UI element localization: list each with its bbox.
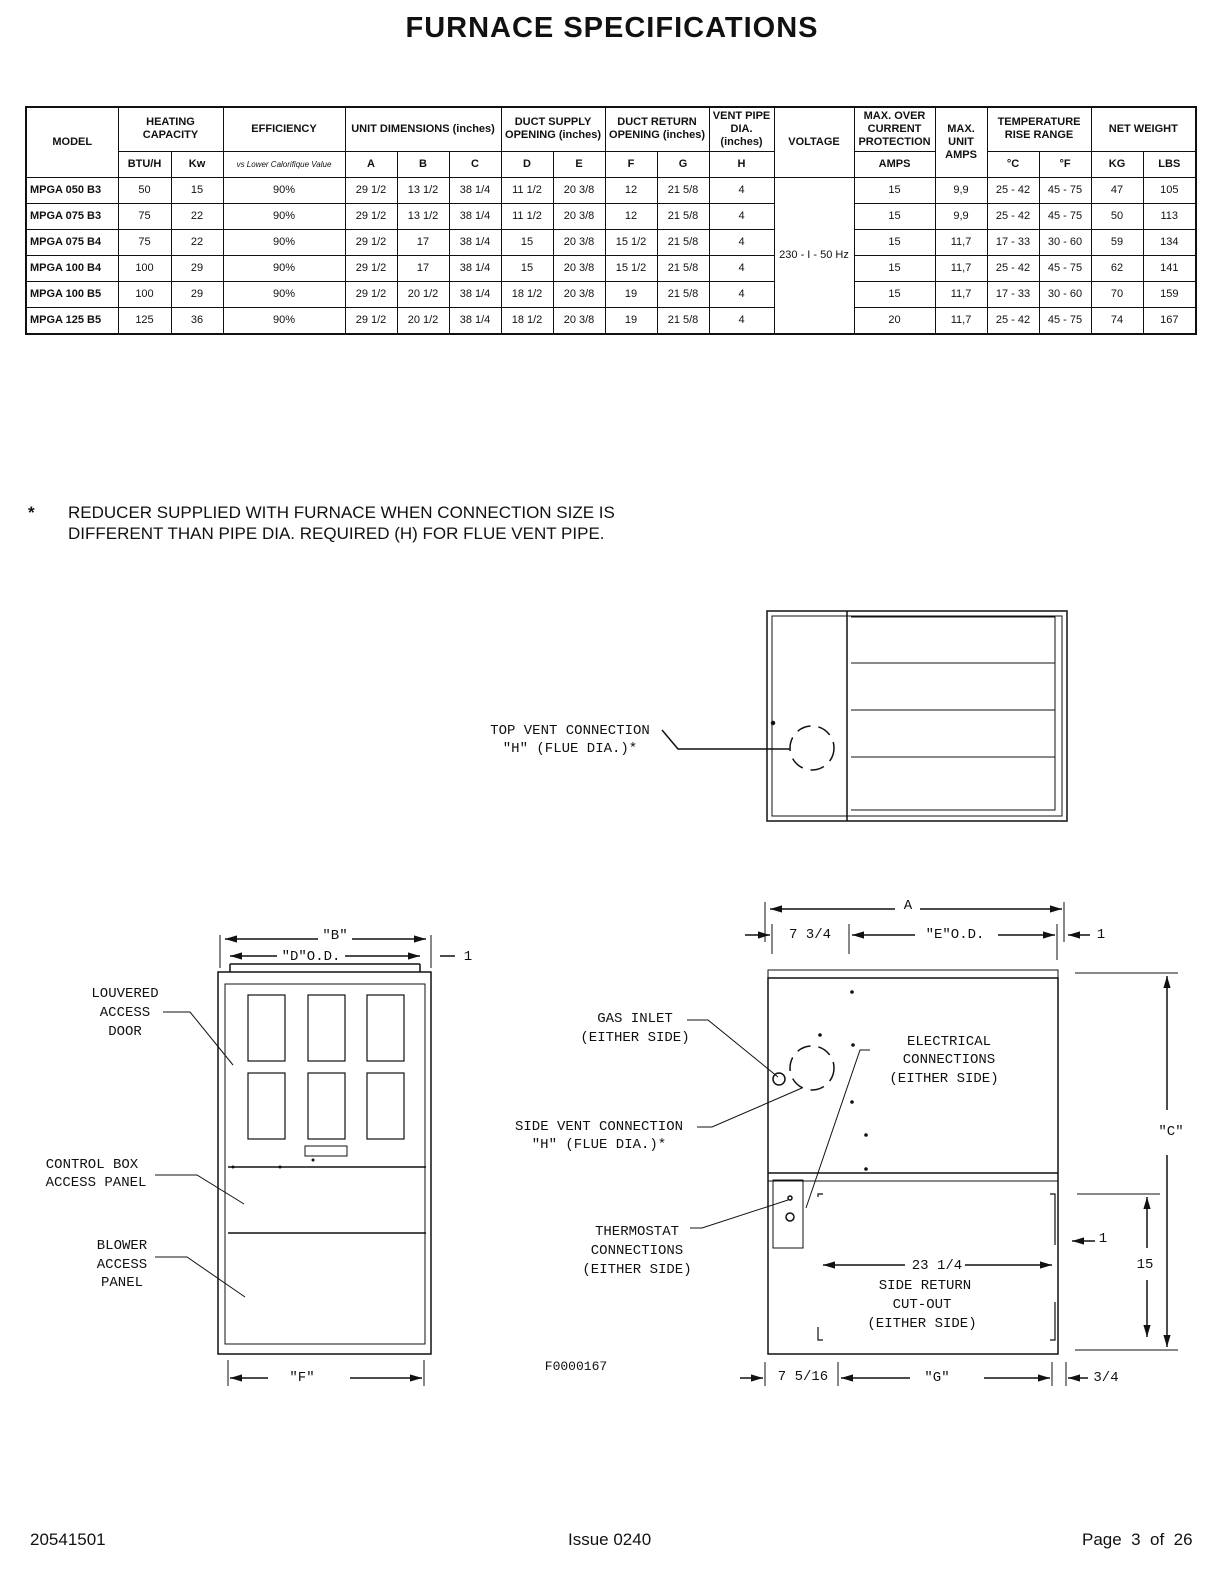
header-vent-pipe: VENT PIPE DIA. (inches)	[709, 107, 774, 151]
label-blower-1: BLOWER	[96, 1238, 148, 1254]
cell-b: 13 1/2	[397, 203, 449, 229]
cell-model: MPGA 050 B3	[26, 177, 118, 203]
subheader-f: F	[605, 151, 657, 177]
subheader-c: C	[449, 151, 501, 177]
issue-number: Issue 0240	[568, 1530, 652, 1549]
label-gas-2: (EITHER SIDE)	[580, 1030, 690, 1046]
cell-d: 11 1/2	[501, 203, 553, 229]
cell-kw: 22	[171, 229, 223, 255]
dim-7-5-16: 7 5/16	[777, 1369, 829, 1385]
dim-e: "E"O.D.	[925, 927, 985, 943]
cell-g: 21 5/8	[657, 307, 709, 334]
subheader-b: B	[397, 151, 449, 177]
label-gas-1: GAS INLET	[597, 1011, 673, 1027]
header-net-weight: NET WEIGHT	[1091, 107, 1196, 151]
label-blower-2: ACCESS	[96, 1257, 148, 1273]
subheader-btuh: BTU/H	[118, 151, 171, 177]
cell-f: 12	[605, 177, 657, 203]
cell-a: 29 1/2	[345, 307, 397, 334]
dim-c: "C"	[1158, 1124, 1184, 1140]
cell-b: 20 1/2	[397, 281, 449, 307]
dim-b: "B"	[322, 928, 348, 944]
cell-kg: 62	[1091, 255, 1143, 281]
cell-kg: 59	[1091, 229, 1143, 255]
cell-c: 38 1/4	[449, 255, 501, 281]
cell-kg: 50	[1091, 203, 1143, 229]
cell-btuh: 100	[118, 255, 171, 281]
cell-temp-c: 25 - 42	[987, 255, 1039, 281]
cell-lbs: 141	[1143, 255, 1196, 281]
header-max-unit-amps: MAX. UNIT AMPS	[935, 107, 987, 177]
cell-g: 21 5/8	[657, 177, 709, 203]
label-return-1: SIDE RETURN	[878, 1278, 972, 1294]
label-louvered-2: ACCESS	[99, 1005, 151, 1021]
cell-unit-amps: 11,7	[935, 229, 987, 255]
cell-temp-f: 45 - 75	[1039, 203, 1091, 229]
page-number: Page 3 of 26	[1082, 1530, 1193, 1549]
cell-lbs: 167	[1143, 307, 1196, 334]
cell-g: 21 5/8	[657, 203, 709, 229]
subheader-e: E	[553, 151, 605, 177]
cell-kw: 15	[171, 177, 223, 203]
header-duct-return: DUCT RETURN OPENING (inches)	[605, 107, 709, 151]
cell-model: MPGA 075 B4	[26, 229, 118, 255]
cell-temp-c: 17 - 33	[987, 281, 1039, 307]
cell-d: 11 1/2	[501, 177, 553, 203]
cell-btuh: 50	[118, 177, 171, 203]
cell-lbs: 134	[1143, 229, 1196, 255]
cell-temp-f: 30 - 60	[1039, 281, 1091, 307]
cell-f: 15 1/2	[605, 255, 657, 281]
subheader-g: G	[657, 151, 709, 177]
cell-lbs: 159	[1143, 281, 1196, 307]
cell-f: 19	[605, 307, 657, 334]
dim-1-front: 1	[463, 949, 473, 965]
dim-1-right: 1	[1098, 1231, 1108, 1247]
cell-kw: 22	[171, 203, 223, 229]
cell-model: MPGA 075 B3	[26, 203, 118, 229]
cell-temp-c: 25 - 42	[987, 307, 1039, 334]
cell-temp-c: 17 - 33	[987, 229, 1039, 255]
cell-a: 29 1/2	[345, 281, 397, 307]
cell-unit-amps: 11,7	[935, 255, 987, 281]
cell-model: MPGA 100 B5	[26, 281, 118, 307]
cell-temp-c: 25 - 42	[987, 177, 1039, 203]
cell-kg: 47	[1091, 177, 1143, 203]
label-louvered-1: LOUVERED	[91, 986, 159, 1002]
cell-f: 19	[605, 281, 657, 307]
page-title: FURNACE SPECIFICATIONS	[405, 12, 819, 44]
cell-lbs: 113	[1143, 203, 1196, 229]
dim-1-top: 1	[1096, 927, 1106, 943]
label-thermostat-3: (EITHER SIDE)	[582, 1262, 692, 1278]
cell-c: 38 1/4	[449, 229, 501, 255]
cell-amps: 15	[854, 203, 935, 229]
cell-kw: 36	[171, 307, 223, 334]
note-marker: *	[28, 503, 35, 522]
label-top-vent-2: "H" (FLUE DIA.)*	[502, 741, 638, 757]
cell-eff: 90%	[223, 255, 345, 281]
cell-unit-amps: 11,7	[935, 281, 987, 307]
cell-c: 38 1/4	[449, 307, 501, 334]
side-view	[687, 902, 1178, 1386]
cell-c: 38 1/4	[449, 177, 501, 203]
label-return-3: (EITHER SIDE)	[867, 1316, 977, 1332]
label-louvered-3: DOOR	[108, 1024, 142, 1040]
label-thermostat-2: CONNECTIONS	[590, 1243, 684, 1259]
cell-c: 38 1/4	[449, 203, 501, 229]
label-electrical-1: ELECTRICAL	[906, 1034, 992, 1050]
cell-h: 4	[709, 281, 774, 307]
cell-d: 18 1/2	[501, 307, 553, 334]
label-control-1: CONTROL BOX	[45, 1157, 139, 1173]
dim-23-1-4: 23 1/4	[911, 1258, 963, 1274]
subheader-a: A	[345, 151, 397, 177]
cell-eff: 90%	[223, 203, 345, 229]
cell-e: 20 3/8	[553, 281, 605, 307]
subheader-deg-f: °F	[1039, 151, 1091, 177]
label-side-vent-1: SIDE VENT CONNECTION	[514, 1119, 684, 1135]
dim-g: "G"	[924, 1370, 950, 1386]
dim-a: A	[903, 898, 913, 914]
header-heating-capacity: HEATING CAPACITY	[118, 107, 223, 151]
cell-d: 18 1/2	[501, 281, 553, 307]
header-voltage: VOLTAGE	[774, 107, 854, 177]
cell-h: 4	[709, 307, 774, 334]
cell-f: 12	[605, 203, 657, 229]
label-thermostat-1: THERMOSTAT	[594, 1224, 680, 1240]
cell-kw: 29	[171, 281, 223, 307]
cell-a: 29 1/2	[345, 229, 397, 255]
cell-g: 21 5/8	[657, 281, 709, 307]
cell-amps: 15	[854, 281, 935, 307]
top-view	[662, 611, 1067, 821]
note-text: REDUCER SUPPLIED WITH FURNACE WHEN CONNECTION SIZE IS DIFFERENT THAN PIPE DIA. REQUIRED (H) FOR FLUE VENT PIPE.	[68, 503, 615, 543]
cell-g: 21 5/8	[657, 229, 709, 255]
cell-e: 20 3/8	[553, 229, 605, 255]
cell-amps: 15	[854, 255, 935, 281]
label-top-vent-1: TOP VENT CONNECTION	[490, 723, 650, 739]
label-side-vent-2: "H" (FLUE DIA.)*	[531, 1137, 667, 1153]
cell-b: 20 1/2	[397, 307, 449, 334]
cell-h: 4	[709, 229, 774, 255]
figure-code: F0000167	[544, 1359, 608, 1374]
cell-btuh: 75	[118, 203, 171, 229]
cell-b: 17	[397, 229, 449, 255]
header-max-over-current: MAX. OVER CURRENT PROTECTION	[854, 107, 935, 151]
subheader-kw: Kw	[171, 151, 223, 177]
cell-btuh: 125	[118, 307, 171, 334]
subheader-lbs: LBS	[1143, 151, 1196, 177]
cell-kg: 74	[1091, 307, 1143, 334]
cell-lbs: 105	[1143, 177, 1196, 203]
dim-7-3-4: 7 3/4	[788, 927, 832, 943]
cell-h: 4	[709, 255, 774, 281]
cell-e: 20 3/8	[553, 203, 605, 229]
cell-voltage: 230 - I - 50 Hz	[774, 177, 854, 334]
dim-3-4: 3/4	[1093, 1370, 1119, 1386]
cell-kw: 29	[171, 255, 223, 281]
header-temperature-rise: TEMPERATURE RISE RANGE	[987, 107, 1091, 151]
cell-e: 20 3/8	[553, 255, 605, 281]
cell-temp-f: 45 - 75	[1039, 255, 1091, 281]
header-efficiency: EFFICIENCY	[223, 107, 345, 151]
cell-temp-f: 45 - 75	[1039, 177, 1091, 203]
subheader-efficiency-note: vs Lower Calorifique Value	[223, 151, 345, 177]
cell-eff: 90%	[223, 229, 345, 255]
subheader-deg-c: °C	[987, 151, 1039, 177]
label-control-2: ACCESS PANEL	[45, 1175, 147, 1191]
cell-b: 17	[397, 255, 449, 281]
cell-c: 38 1/4	[449, 281, 501, 307]
cell-amps: 20	[854, 307, 935, 334]
cell-unit-amps: 11,7	[935, 307, 987, 334]
cell-d: 15	[501, 229, 553, 255]
header-model: MODEL	[26, 107, 118, 177]
label-blower-3: PANEL	[100, 1275, 144, 1291]
subheader-h: H	[709, 151, 774, 177]
cell-e: 20 3/8	[553, 307, 605, 334]
subheader-amps: AMPS	[854, 151, 935, 177]
cell-temp-f: 45 - 75	[1039, 307, 1091, 334]
cell-f: 15 1/2	[605, 229, 657, 255]
cell-e: 20 3/8	[553, 177, 605, 203]
cell-g: 21 5/8	[657, 255, 709, 281]
cell-amps: 15	[854, 229, 935, 255]
label-return-2: CUT-OUT	[892, 1297, 952, 1313]
subheader-d: D	[501, 151, 553, 177]
cell-model: MPGA 125 B5	[26, 307, 118, 334]
cell-temp-f: 30 - 60	[1039, 229, 1091, 255]
cell-a: 29 1/2	[345, 177, 397, 203]
cell-unit-amps: 9,9	[935, 177, 987, 203]
cell-unit-amps: 9,9	[935, 203, 987, 229]
cell-model: MPGA 100 B4	[26, 255, 118, 281]
header-unit-dimensions: UNIT DIMENSIONS (inches)	[345, 107, 501, 151]
cell-eff: 90%	[223, 177, 345, 203]
cell-d: 15	[501, 255, 553, 281]
cell-a: 29 1/2	[345, 203, 397, 229]
dim-f: "F"	[289, 1370, 315, 1386]
subheader-kg: KG	[1091, 151, 1143, 177]
label-electrical-3: (EITHER SIDE)	[889, 1071, 999, 1087]
header-duct-supply: DUCT SUPPLY OPENING (inches)	[501, 107, 605, 151]
cell-kg: 70	[1091, 281, 1143, 307]
cell-h: 4	[709, 177, 774, 203]
cell-eff: 90%	[223, 281, 345, 307]
cell-eff: 90%	[223, 307, 345, 334]
front-view	[155, 935, 455, 1386]
cell-h: 4	[709, 203, 774, 229]
cell-b: 13 1/2	[397, 177, 449, 203]
cell-amps: 15	[854, 177, 935, 203]
cell-temp-c: 25 - 42	[987, 203, 1039, 229]
dim-d: "D"O.D.	[281, 949, 341, 965]
label-electrical-2: CONNECTIONS	[902, 1052, 996, 1068]
cell-a: 29 1/2	[345, 255, 397, 281]
document-number: 20541501	[30, 1530, 106, 1549]
cell-btuh: 75	[118, 229, 171, 255]
dim-15: 15	[1136, 1257, 1154, 1273]
cell-btuh: 100	[118, 281, 171, 307]
